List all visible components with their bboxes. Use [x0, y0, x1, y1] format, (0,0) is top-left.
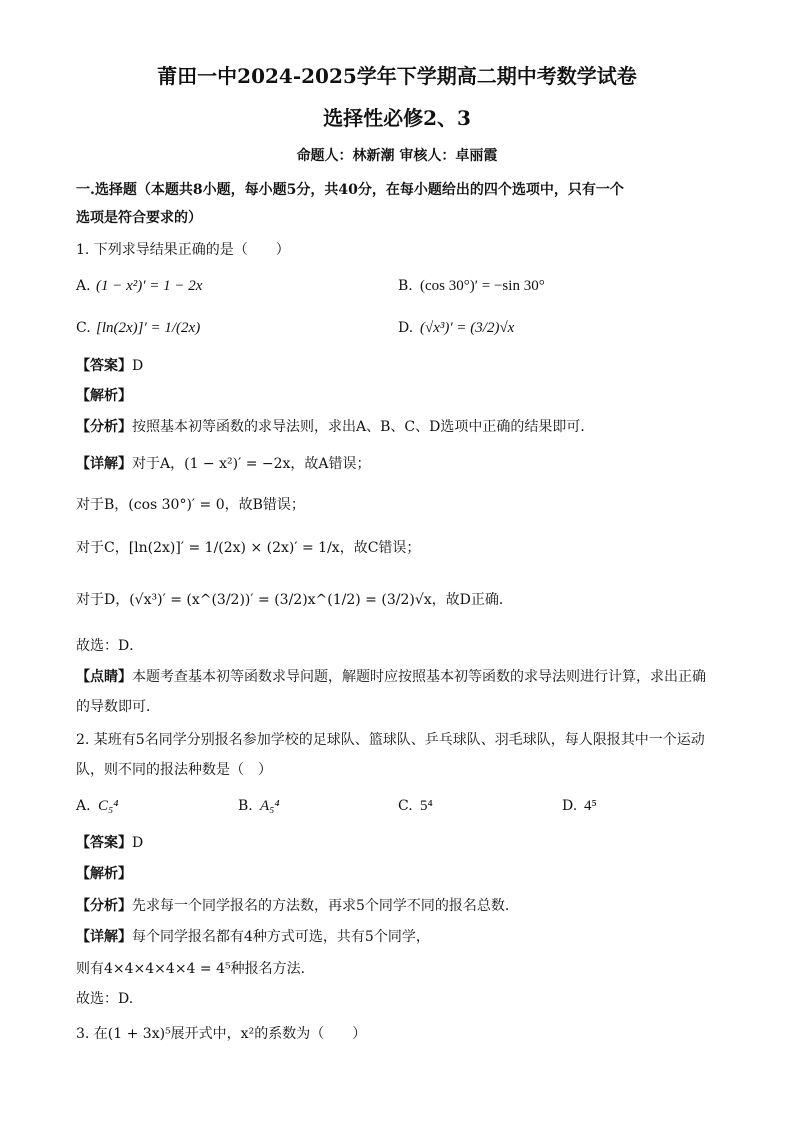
q2-detail-line2: 则有4×4×4×4×4 = 4⁵种报名方法. [76, 961, 306, 977]
q1-fenxi [76, 417, 594, 437]
exam-authors: 命题人：林新潮 审核人：卓丽霞 [296, 148, 498, 164]
q2-stem-line1: 2. 某班有5名同学分别报名参加学校的足球队、篮球队、乒乓球队、羽毛球队，每人限报其中一个运动 [76, 732, 705, 748]
section-heading-line2: 选项是符合要求的） [76, 210, 202, 226]
q1-detail-b: 对于B，(cos 30°)′ = 0，故B错误； [76, 497, 305, 513]
q1-detail-c: 对于C，[ln(2x)]′ = 1/(2x) × (2x)′ = 1/x，故C错误； [76, 540, 421, 556]
q2-option-c: 5⁴ [420, 798, 433, 814]
answer-tag: 【答案】 [76, 358, 132, 374]
q2-stem-line2: 队，则不同的报法种数是（ ） [76, 762, 272, 778]
exam-subtitle: 选择性必修2、3 [323, 106, 471, 130]
q1-option-b-label: B. [398, 278, 413, 294]
q1-option-a-label: A. [76, 278, 91, 294]
q1-option-c-label: C. [76, 320, 91, 336]
q2-guxuan: 故选：D. [76, 991, 134, 1007]
q1-analysis-tag: 【解析】 [76, 388, 132, 404]
q2-option-d-label: D. [562, 798, 578, 814]
fenxi-tag: 【分析】 [76, 898, 132, 914]
q2-detail-text: 每个同学报名都有4种方式可选，共有5个同学， [132, 929, 430, 945]
dianjing-tag: 【点睛】 [76, 669, 132, 685]
q1-option-d-label: D. [398, 320, 414, 336]
q2-analysis-tag: 【解析】 [76, 866, 132, 882]
q1-option-c: [ln(2x)]′ = 1/(2x) [96, 320, 201, 336]
q2-option-a-label: A. [76, 798, 91, 814]
q1-detail-d: 对于D，(√x³)′ = (x^(3/2))′ = (3/2)x^(1/2) = (3/2)√x，故D正确． [76, 592, 513, 608]
q1-option-b: (cos 30°)′ = −sin 30° [420, 278, 545, 294]
q2-option-a: C₅⁴ [98, 798, 119, 814]
section-heading-line1: 一.选择题（本题共8小题，每小题5分，共40分，在每小题给出的四个选项中，只有一个 [76, 182, 624, 198]
q1-option-a: (1 − x²)′ = 1 − 2x [96, 278, 203, 294]
answer-tag: 【答案】 [76, 835, 132, 851]
q2-answer: D [132, 835, 144, 851]
q1-guxuan: 故选：D． [76, 638, 144, 654]
q2-option-b: A₅⁴ [260, 798, 280, 814]
xiangjie-tag: 【详解】 [76, 456, 132, 472]
q2-fenxi-text: 先求每一个同学报名的方法数，再求5个同学不同的报名总数. [132, 898, 510, 914]
q1-stem: 1. 下列求导结果正确的是（ ） [76, 242, 290, 258]
q1-dianjing-text: 本题考查基本初等函数求导问题，解题时应按照基本初等函数的求导法则进行计算，求出正确 [132, 669, 706, 685]
q2-answer-row [76, 833, 143, 853]
q3-stem: 3. 在(1 + 3x)⁵展开式中，x²的系数为（ ） [76, 1026, 367, 1042]
xiangjie-tag: 【详解】 [76, 929, 132, 945]
q2-detail-line1 [76, 927, 430, 947]
q1-answer-row [76, 356, 143, 376]
q1-option-d: (√x³)′ = (3/2)√x [420, 320, 515, 336]
q1-detail-a-text: 对于A，(1 − x²)′ = −2x，故A错误； [132, 456, 371, 472]
q1-detail-a [76, 454, 371, 474]
exam-title: 莆田一中2024-2025学年下学期高二期中考数学试卷 [157, 64, 637, 88]
q1-answer: D [132, 358, 144, 374]
q1-fenxi-text: 按照基本初等函数的求导法则，求出A、B、C、D选项中正确的结果即可． [132, 419, 595, 435]
q1-dianjing-line2: 的导数即可． [76, 699, 160, 715]
q2-option-c-label: C. [398, 798, 413, 814]
q2-option-d: 4⁵ [584, 798, 597, 814]
q2-fenxi [76, 896, 509, 916]
fenxi-tag: 【分析】 [76, 419, 132, 435]
q1-dianjing-line1 [76, 667, 706, 687]
q2-option-b-label: B. [238, 798, 253, 814]
